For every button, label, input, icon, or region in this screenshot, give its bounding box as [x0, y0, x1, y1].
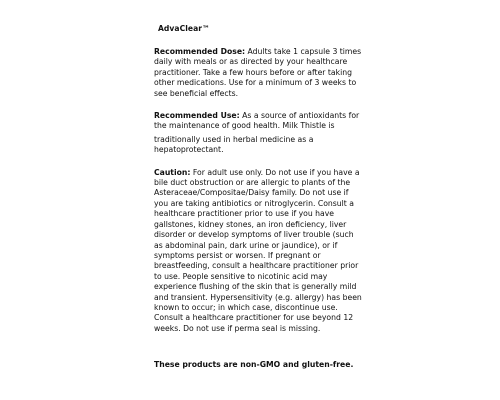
- recommended-use-continuation: traditionally used in herbal medicine as a hepatoprotectant.: [154, 134, 314, 155]
- recommended-use-text: As a source of antioxidants for the maintenance of good health. Milk Thistle is: [154, 111, 360, 131]
- recommended-dose-text: Adults take 1 capsule 3 times daily with meals or as directed by your healthcare practitioner. Take a few hours before or after taking other medications. Use for a minimum of 3 weeks to see beneficial effects.: [154, 47, 362, 98]
- recommended-use-section: [154, 111, 364, 156]
- caution-text: For adult use only. Do not use if you have a bile duct obstruction or are allergic to plants of the Asteraceae/Compositae/Daisy family. Do not use if you are taking antibiotics or nitroglycerin. Consult a healthcare practitioner prior to use if you have gallstones, kidney stones, an iron deficiency, liver disorder or develop symptoms of liver trouble (such as abdominal pain, dark urine or jaundice), or if symptoms persist or worsen. If pregnant or breastfeeding, consult a healthcare practitioner prior to use. People sensitive to nicotinic acid may experience flushing of the skin that is generally mild and transient. Hypersensitivity (e.g. allergy) has been known to occur; in which case, discontinue use. Consult a healthcare practitioner for use beyond 12 weeks. Do not use if perma seal is missing.: [154, 167, 362, 333]
- non-gmo-statement: These products are non-GMO and gluten-free.: [154, 360, 354, 369]
- product-label: [154, 24, 364, 346]
- recommended-dose-section: [154, 47, 364, 99]
- caution-heading: Caution:: [154, 167, 191, 177]
- recommended-use-heading: Recommended Use:: [154, 111, 240, 121]
- recommended-dose-heading: Recommended Dose:: [154, 47, 246, 56]
- brand-name: AdvaClear™: [158, 24, 210, 33]
- caution-section: [154, 168, 364, 335]
